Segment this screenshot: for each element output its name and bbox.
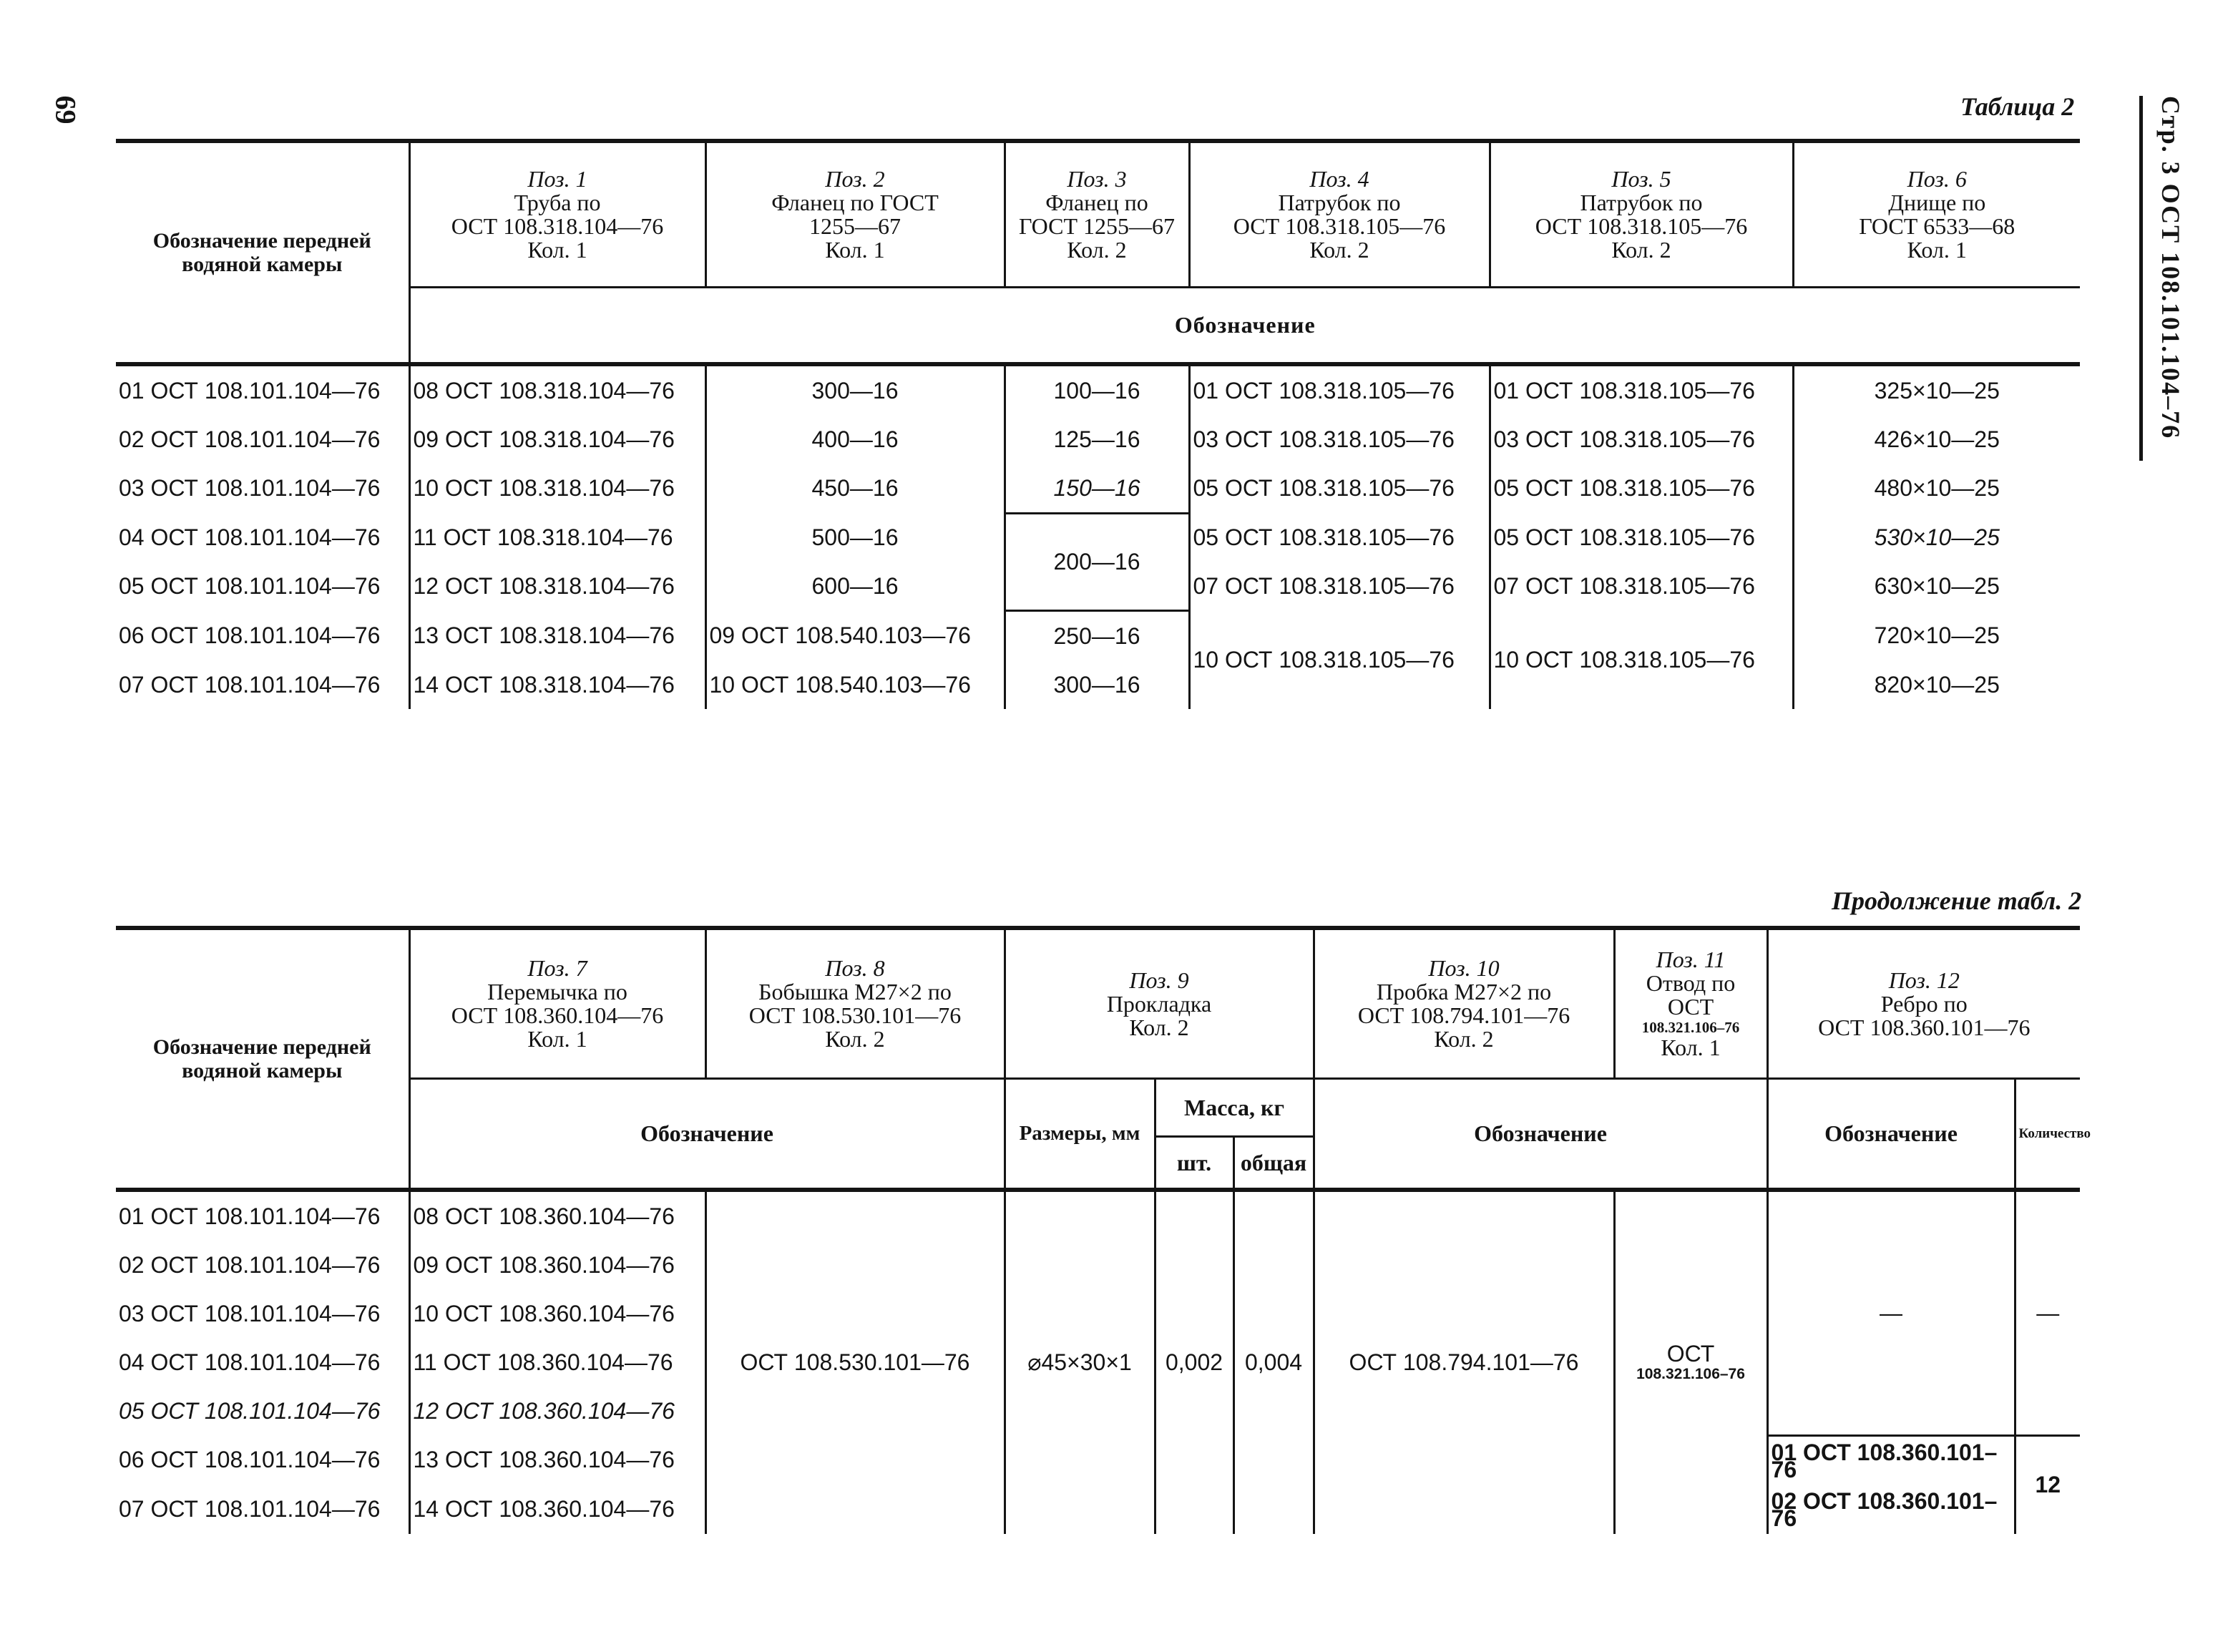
table-cell: 13 ОСТ 108.318.104—76: [409, 611, 705, 661]
table-cell-p12-qty: 12: [2015, 1435, 2080, 1534]
table-cell: 10 ОСТ 108.540.103—76: [705, 660, 1005, 709]
table1-header-pos4: Поз. 4 Патрубок по ОСТ 108.318.105—76 Кол. 2: [1189, 141, 1490, 288]
table-cell: 500—16: [705, 514, 1005, 562]
table-cell: 10 ОСТ 108.318.104—76: [409, 464, 705, 514]
table2-designation-label-3: Обозначение: [1767, 1079, 2015, 1191]
p11-line1: ОСТ: [1666, 1341, 1715, 1367]
table2-header-pos11: Поз. 11 Отвод по ОСТ 108.321.106–76 Кол. 1: [1614, 928, 1767, 1079]
table-cell: 01 ОСТ 108.318.105—76: [1189, 364, 1490, 415]
table1-header-pos2: Поз. 2 Фланец по ГОСТ 1255—67 Кол. 1: [705, 141, 1005, 288]
table-row: 03 ОСТ 108.101.104—76: [116, 464, 409, 514]
table-cell: 10 ОСТ 108.318.105—76: [1490, 611, 1793, 710]
table-cell: 250—16: [1005, 611, 1189, 661]
table-row: 07 ОСТ 108.101.104—76: [116, 660, 409, 709]
table-cell: 630×10—25: [1793, 562, 2080, 611]
table2-header-pos9: Поз. 9 Прокладка Кол. 2: [1005, 928, 1314, 1079]
table-cell: 720×10—25: [1793, 611, 2080, 661]
table2-header-pos7: Поз. 7 Перемычка по ОСТ 108.360.104—76 Кол. 1: [409, 928, 705, 1079]
table-cell: 14 ОСТ 108.360.104—76: [409, 1485, 705, 1534]
table-cell-p12-dash: —: [1767, 1190, 2015, 1435]
table2-sizes-label: Размеры, мм: [1005, 1079, 1155, 1191]
table-cell: 600—16: [705, 562, 1005, 611]
table-cell: 13 ОСТ 108.360.104—76: [409, 1435, 705, 1485]
table-cell: 820×10—25: [1793, 660, 2080, 709]
table-cell: 11 ОСТ 108.318.104—76: [409, 514, 705, 562]
table-cell: 08 ОСТ 108.318.104—76: [409, 364, 705, 415]
table-cell: 07 ОСТ 108.318.105—76: [1189, 562, 1490, 611]
table2-mass-each-label: шт.: [1155, 1137, 1233, 1191]
table2-mass-total-label: общая: [1233, 1137, 1314, 1191]
table-cell: 14 ОСТ 108.318.104—76: [409, 660, 705, 709]
table-cell: 10 ОСТ 108.318.105—76: [1189, 611, 1490, 710]
table-cell: 530×10—25: [1793, 514, 2080, 562]
table-cell: 11 ОСТ 108.360.104—76: [409, 1338, 705, 1387]
p11-line2: 108.321.106–76: [1636, 1366, 1745, 1383]
table1-body: [116, 364, 2080, 709]
table-cell: 05 ОСТ 108.318.105—76: [1189, 514, 1490, 562]
page-number: 69: [49, 95, 82, 124]
table1-header-pos3: Поз. 3 Фланец по ГОСТ 1255—67 Кол. 2: [1005, 141, 1189, 288]
table-row: 03 ОСТ 108.101.104—76: [116, 1289, 409, 1338]
table-cell: 09 ОСТ 108.318.104—76: [409, 415, 705, 464]
table-row: 01 ОСТ 108.101.104—76: [116, 1190, 409, 1241]
table-2: [116, 926, 2091, 1534]
table-cell: 09 ОСТ 108.360.104—76: [409, 1241, 705, 1289]
table-cell: 12 ОСТ 108.318.104—76: [409, 562, 705, 611]
table1-header-pos5: Поз. 5 Патрубок по ОСТ 108.318.105—76 Кол. 2: [1490, 141, 1793, 288]
table-row: 07 ОСТ 108.101.104—76: [116, 1485, 409, 1534]
table-row: 06 ОСТ 108.101.104—76: [116, 611, 409, 661]
table-row: 05 ОСТ 108.101.104—76: [116, 562, 409, 611]
table-cell: 09 ОСТ 108.540.103—76: [705, 611, 1005, 661]
table-cell-p12-item1: 01 ОСТ 108.360.101–76: [1767, 1435, 2015, 1485]
table-cell-p10: ОСТ 108.794.101—76: [1314, 1190, 1614, 1534]
table-cell-p12-qty-dash: —: [2015, 1190, 2080, 1435]
table-1: [116, 139, 2080, 709]
table-row: 04 ОСТ 108.101.104—76: [116, 514, 409, 562]
table2-caption: Продолжение табл. 2: [1832, 886, 2082, 915]
table2-designation-label: Обозначение: [409, 1079, 1005, 1191]
sidebar-standard-label: [2139, 96, 2193, 461]
table-row: 01 ОСТ 108.101.104—76: [116, 364, 409, 415]
table2-header-pos10: Поз. 10 Пробка М27×2 по ОСТ 108.794.101—76 Кол. 2: [1314, 928, 1614, 1079]
table-row: 02 ОСТ 108.101.104—76: [116, 415, 409, 464]
table2-header-camera: Обозначение передней водяной камеры: [116, 928, 409, 1190]
table-row: 04 ОСТ 108.101.104—76: [116, 1338, 409, 1387]
table-cell-p8: ОСТ 108.530.101—76: [705, 1190, 1005, 1534]
table2-header-pos12: Поз. 12 Ребро по ОСТ 108.360.101—76: [1767, 928, 2080, 1079]
table-cell-p9-mass-total: 0,004: [1233, 1190, 1314, 1534]
table-cell-p9-size: ⌀45×30×1: [1005, 1190, 1155, 1534]
table-cell: 12 ОСТ 108.360.104—76: [409, 1387, 705, 1435]
table-cell: 03 ОСТ 108.318.105—76: [1189, 415, 1490, 464]
table-cell: 03 ОСТ 108.318.105—76: [1490, 415, 1793, 464]
table-cell: 05 ОСТ 108.318.105—76: [1189, 464, 1490, 514]
table-cell-p12-item2: 02 ОСТ 108.360.101–76: [1767, 1485, 2015, 1534]
table-row: 06 ОСТ 108.101.104—76: [116, 1435, 409, 1485]
table2-quantity-label: Количество: [2015, 1079, 2080, 1191]
table2-mass-label: Масса, кг: [1155, 1079, 1314, 1137]
table-cell: 450—16: [705, 464, 1005, 514]
table-cell-p9-mass-each: 0,002: [1155, 1190, 1233, 1534]
table2-body: [116, 1190, 2080, 1534]
table-cell: 200—16: [1005, 514, 1189, 611]
table-cell: 480×10—25: [1793, 464, 2080, 514]
table-cell: 08 ОСТ 108.360.104—76: [409, 1190, 705, 1241]
table-cell-p11: [1614, 1190, 1767, 1534]
table1-header-camera: Обозначение передней водяной камеры: [116, 141, 409, 364]
table2-header-pos8: Поз. 8 Бобышка М27×2 по ОСТ 108.530.101—76 Кол. 2: [705, 928, 1005, 1079]
table-cell: 300—16: [705, 364, 1005, 415]
table-cell: 10 ОСТ 108.360.104—76: [409, 1289, 705, 1338]
table1-header-pos6: Поз. 6 Днище по ГОСТ 6533—68 Кол. 1: [1793, 141, 2080, 288]
table2-designation-label-2: Обозначение: [1314, 1079, 1767, 1191]
table-cell: 100—16: [1005, 364, 1189, 415]
table-row: 05 ОСТ 108.101.104—76: [116, 1387, 409, 1435]
sidebar-text: Стр. 3 ОСТ 108.101.104–76: [2156, 96, 2185, 440]
table-row: 02 ОСТ 108.101.104—76: [116, 1241, 409, 1289]
table-cell: 01 ОСТ 108.318.105—76: [1490, 364, 1793, 415]
table1-header-pos1: Поз. 1 Труба по ОСТ 108.318.104—76 Кол. 1: [409, 141, 705, 288]
table-cell: 300—16: [1005, 660, 1189, 709]
table1-caption: Таблица 2: [1960, 92, 2075, 121]
table1-designation-label: Обозначение: [409, 288, 2080, 365]
table-cell: 125—16: [1005, 415, 1189, 464]
table-cell: 05 ОСТ 108.318.105—76: [1490, 514, 1793, 562]
table-cell: 400—16: [705, 415, 1005, 464]
table-cell: 07 ОСТ 108.318.105—76: [1490, 562, 1793, 611]
table-cell: 150—16: [1005, 464, 1189, 514]
table-cell: 325×10—25: [1793, 364, 2080, 415]
table-cell: 426×10—25: [1793, 415, 2080, 464]
table-cell: 05 ОСТ 108.318.105—76: [1490, 464, 1793, 514]
